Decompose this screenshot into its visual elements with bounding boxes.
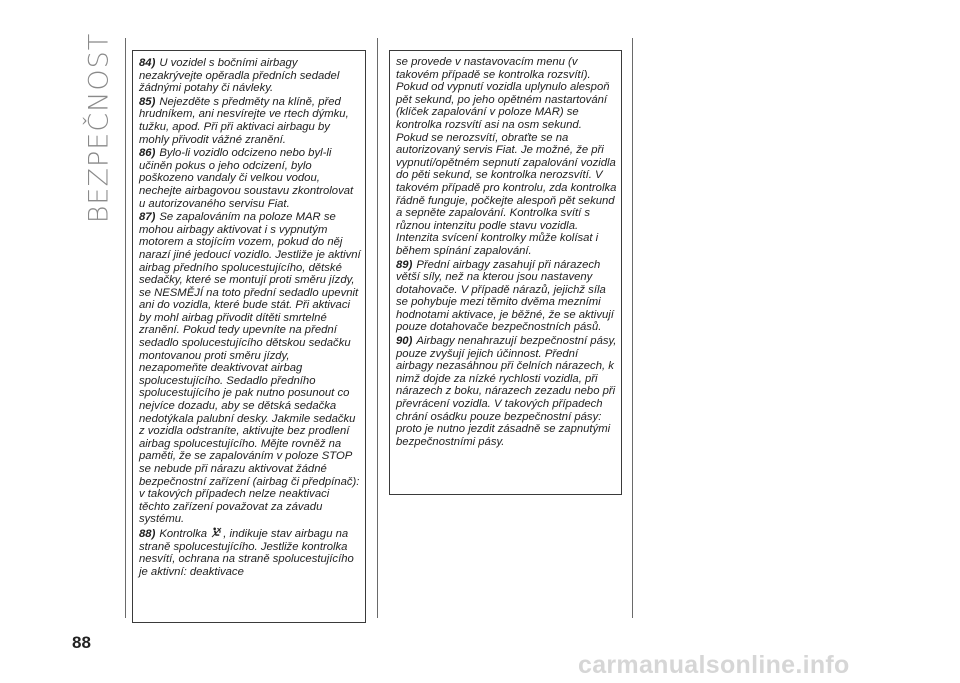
warning-box-right [389,50,622,495]
paragraph-text: Bylo-li vozidlo odcizeno nebo byl-li učiněn pokus o jeho odcizení, bylo poškozeno vandaly či velkou vodou, nechejte airbagovou soustavu zkontrolovat u autorizovaného servisu Fiat. [139,147,354,210]
warning-paragraph-89 [396,259,617,335]
paragraph-text: U vozidel s bočními airbagy nezakrývejte opěradla předních sedadel žádnými potahy či návleky. [139,57,340,95]
warning-paragraph-86 [139,147,361,210]
paragraph-text: Se zapalováním na poloze MAR se mohou airbagy aktivovat i s vypnutým motorem a stojícím vozem, pokud do něj narazí jiné jedoucí vozidlo. Jestliže je aktivní airbag předního spolucestujícího, dětské sedačky, které se montují proti směru jízdy, se NESMĚJÍ na toto přední sedadlo upevnit ani do vozidla, které bude stát. Při aktivaci by mohl airbag přivodit dítěti smrtelné zranění. Pokud tedy upevníte na přední sedadlo spolucestujícího dětskou sedačku montovanou proti směru jízdy, nezapomeňte deaktivovat airbag spolucestujícího. Sedadlo předního spolucestujícího je pak nutno posunout co nejvíce dozadu, aby se dětská sedačka nedotýkala palubní desky. Jakmile sedačku z vozidla odstraníte, aktivujte bez prodlení airbag spolucestujícího. Mějte rovněž na paměti, že se zapalováním v poloze STOP se nebude při nárazu aktivovat žádné bezpečnostní zařízení (airbag či předpínač): v takových případech nelze neaktivaci těchto zařízení považovat za závadu systému. [139,211,361,526]
paragraph-text: Airbagy nenahrazují bezpečnostní pásy, pouze zvyšují jejich účinnost. Přední airbagy nezasáhnou při čelních nárazech, k nimž dojde za nízké rychlosti vozidla, při nárazech z boku, nárazech zezadu nebo při převrácení vozidla. V takových případech chrání osádku pouze bezpečnostní pásy: proto je nutno jezdit zásadně se zapnutými bezpečnostními pásy. [396,335,617,448]
page-number: 88 [72,633,91,652]
airbag-warning-icon [211,527,222,538]
warning-box-left [132,50,366,623]
column-divider-middle [377,38,378,618]
paragraph-number: 88) [139,527,156,540]
column-divider-right [632,38,633,618]
paragraph-text: Nejezděte s předměty na klíně, před hrudníkem, ani nesvírejte ve rtech dýmku, tužku, apod. Při při aktivaci airbagu by mohly přivodit vážné zranění. [139,95,349,146]
paragraph-text: se provede v nastavovacím menu (v takovém případě se kontrolka rozsvítí). Pokud od vypnutí vozidla uplynulo alespoň pět sekund, po jeho opětném nastartování (klíček zapalování v poloze MAR) se kontrolka rozsvítí asi na osm sekund. Pokud se nerozsvítí, obraťte se na autorizovaný servis Fiat. Je možné, že při vypnutí/opětném sepnutí zapalování vozidla do pěti sekund, se kontrolka nerozsvítí. V takovém případě pro kontrolu, zda kontrolka řádně funguje, počkejte alespoň pět sekund a sepněte zapalování. Kontrolka svítí s různou intenzitu podle stavu vozidla. Intenzita svícení kontrolky může kolísat i během spínání zapalování. [396,56,617,257]
paragraph-number: 86) [139,147,156,160]
paragraph-number: 87) [139,211,156,224]
warning-paragraph-continued [396,56,617,258]
paragraph-number: 84) [139,57,156,69]
column-divider-left [125,38,126,618]
warning-paragraph-87 [139,211,361,526]
paragraph-number: 90) [396,335,413,348]
section-title: BEZPEČNOST [83,32,115,224]
paragraph-text: Přední airbagy zasahují při nárazech větší síly, než na kterou jsou nastaveny dotahovače. V případě nárazů, jejichž síla se pohybuje mezi těmito dvěma mezními hodnotami aktivace, je běžné, že se aktivují pouze dotahovače bezpečnostních pásů. [396,258,614,334]
warning-paragraph-85 [139,96,361,146]
warning-paragraph-88 [139,527,361,578]
paragraph-number: 89) [396,258,413,271]
section-tab [78,32,120,224]
paragraph-text-before-icon: Kontrolka [159,527,208,540]
watermark: carmanualsonline.info [578,651,850,679]
warning-paragraph-84 [139,57,361,95]
warning-paragraph-90 [396,335,617,448]
paragraph-number: 85) [139,95,156,108]
paragraph-text: , indikuje stav airbagu na straně spolucestujícího. Jestliže kontrolka nesvítí, ochrana na straně spolucestujícího je aktivní: deaktivace [139,527,354,578]
